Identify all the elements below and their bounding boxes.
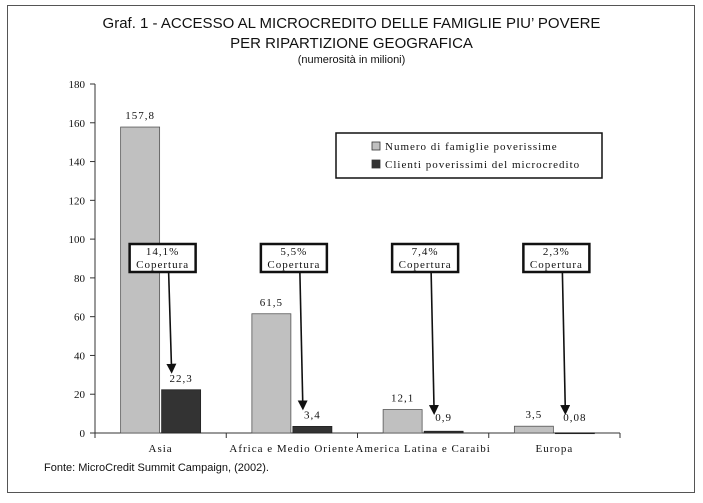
y-tick-label: 140	[68, 156, 85, 169]
y-tick-label: 160	[68, 117, 85, 130]
data-label-famiglie: 12,1	[391, 392, 415, 405]
x-category-label: America Latina e Caraibi	[355, 443, 491, 455]
y-tick-label: 80	[74, 272, 85, 285]
bar-clienti	[424, 431, 463, 433]
bar-clienti	[162, 390, 201, 433]
y-tick-label: 120	[68, 195, 85, 208]
y-tick-label: 180	[68, 79, 85, 91]
data-label-clienti: 0,08	[563, 412, 587, 424]
y-tick-label: 40	[74, 350, 85, 363]
x-category-label: Africa e Medio Oriente	[229, 443, 355, 455]
data-label-clienti: 3,4	[304, 409, 321, 422]
annotation-percent: 2,3%	[542, 246, 570, 258]
x-category-label: Asia	[148, 443, 173, 455]
annotation-arrow	[300, 272, 303, 408]
legend-label-clienti: Clienti poverissimi del microcredito	[385, 159, 581, 171]
bar-clienti	[555, 433, 594, 434]
y-tick-label: 100	[68, 234, 85, 247]
bar-famiglie	[514, 426, 553, 433]
bar-famiglie	[383, 410, 422, 433]
chart-title-line2: PER RIPARTIZIONE GEOGRAFICA	[230, 35, 473, 52]
chart-subtitle: (numerosità in milioni)	[297, 54, 406, 66]
y-tick-label: 60	[74, 311, 85, 324]
data-label-clienti: 22,3	[169, 372, 193, 385]
y-tick-label: 0	[79, 428, 85, 440]
data-label-famiglie: 157,8	[125, 110, 155, 123]
source-note: Fonte: MicroCredit Summit Campaign, (2002).	[44, 462, 269, 474]
annotation-text: Copertura	[136, 259, 190, 271]
legend-swatch-clienti	[372, 160, 380, 168]
bar-famiglie	[121, 127, 160, 433]
annotation-text: Copertura	[529, 259, 583, 271]
annotation-text: Copertura	[398, 259, 452, 271]
bar-clienti	[293, 426, 332, 433]
legend-box	[336, 133, 602, 178]
data-label-famiglie: 3,5	[525, 409, 543, 422]
data-label-famiglie: 61,5	[259, 296, 283, 309]
annotation-arrow	[169, 272, 172, 372]
x-category-label: Europa	[535, 443, 574, 455]
annotation-percent: 14,1%	[145, 246, 180, 258]
y-tick-label: 20	[74, 389, 85, 402]
chart-title-line1: Graf. 1 - ACCESSO AL MICROCREDITO DELLE FAMIGLIE PIU’ POVERE	[102, 15, 601, 32]
bar-famiglie	[252, 314, 291, 433]
annotation-arrow	[562, 272, 565, 413]
annotation-percent: 5,5%	[280, 246, 308, 258]
legend-swatch-famiglie	[372, 142, 380, 150]
data-label-clienti: 0,9	[435, 412, 452, 424]
annotation-percent: 7,4%	[411, 246, 439, 258]
annotation-text: Copertura	[267, 259, 321, 271]
annotation-arrow	[431, 272, 434, 413]
legend-label-famiglie: Numero di famiglie poverissime	[385, 141, 558, 153]
